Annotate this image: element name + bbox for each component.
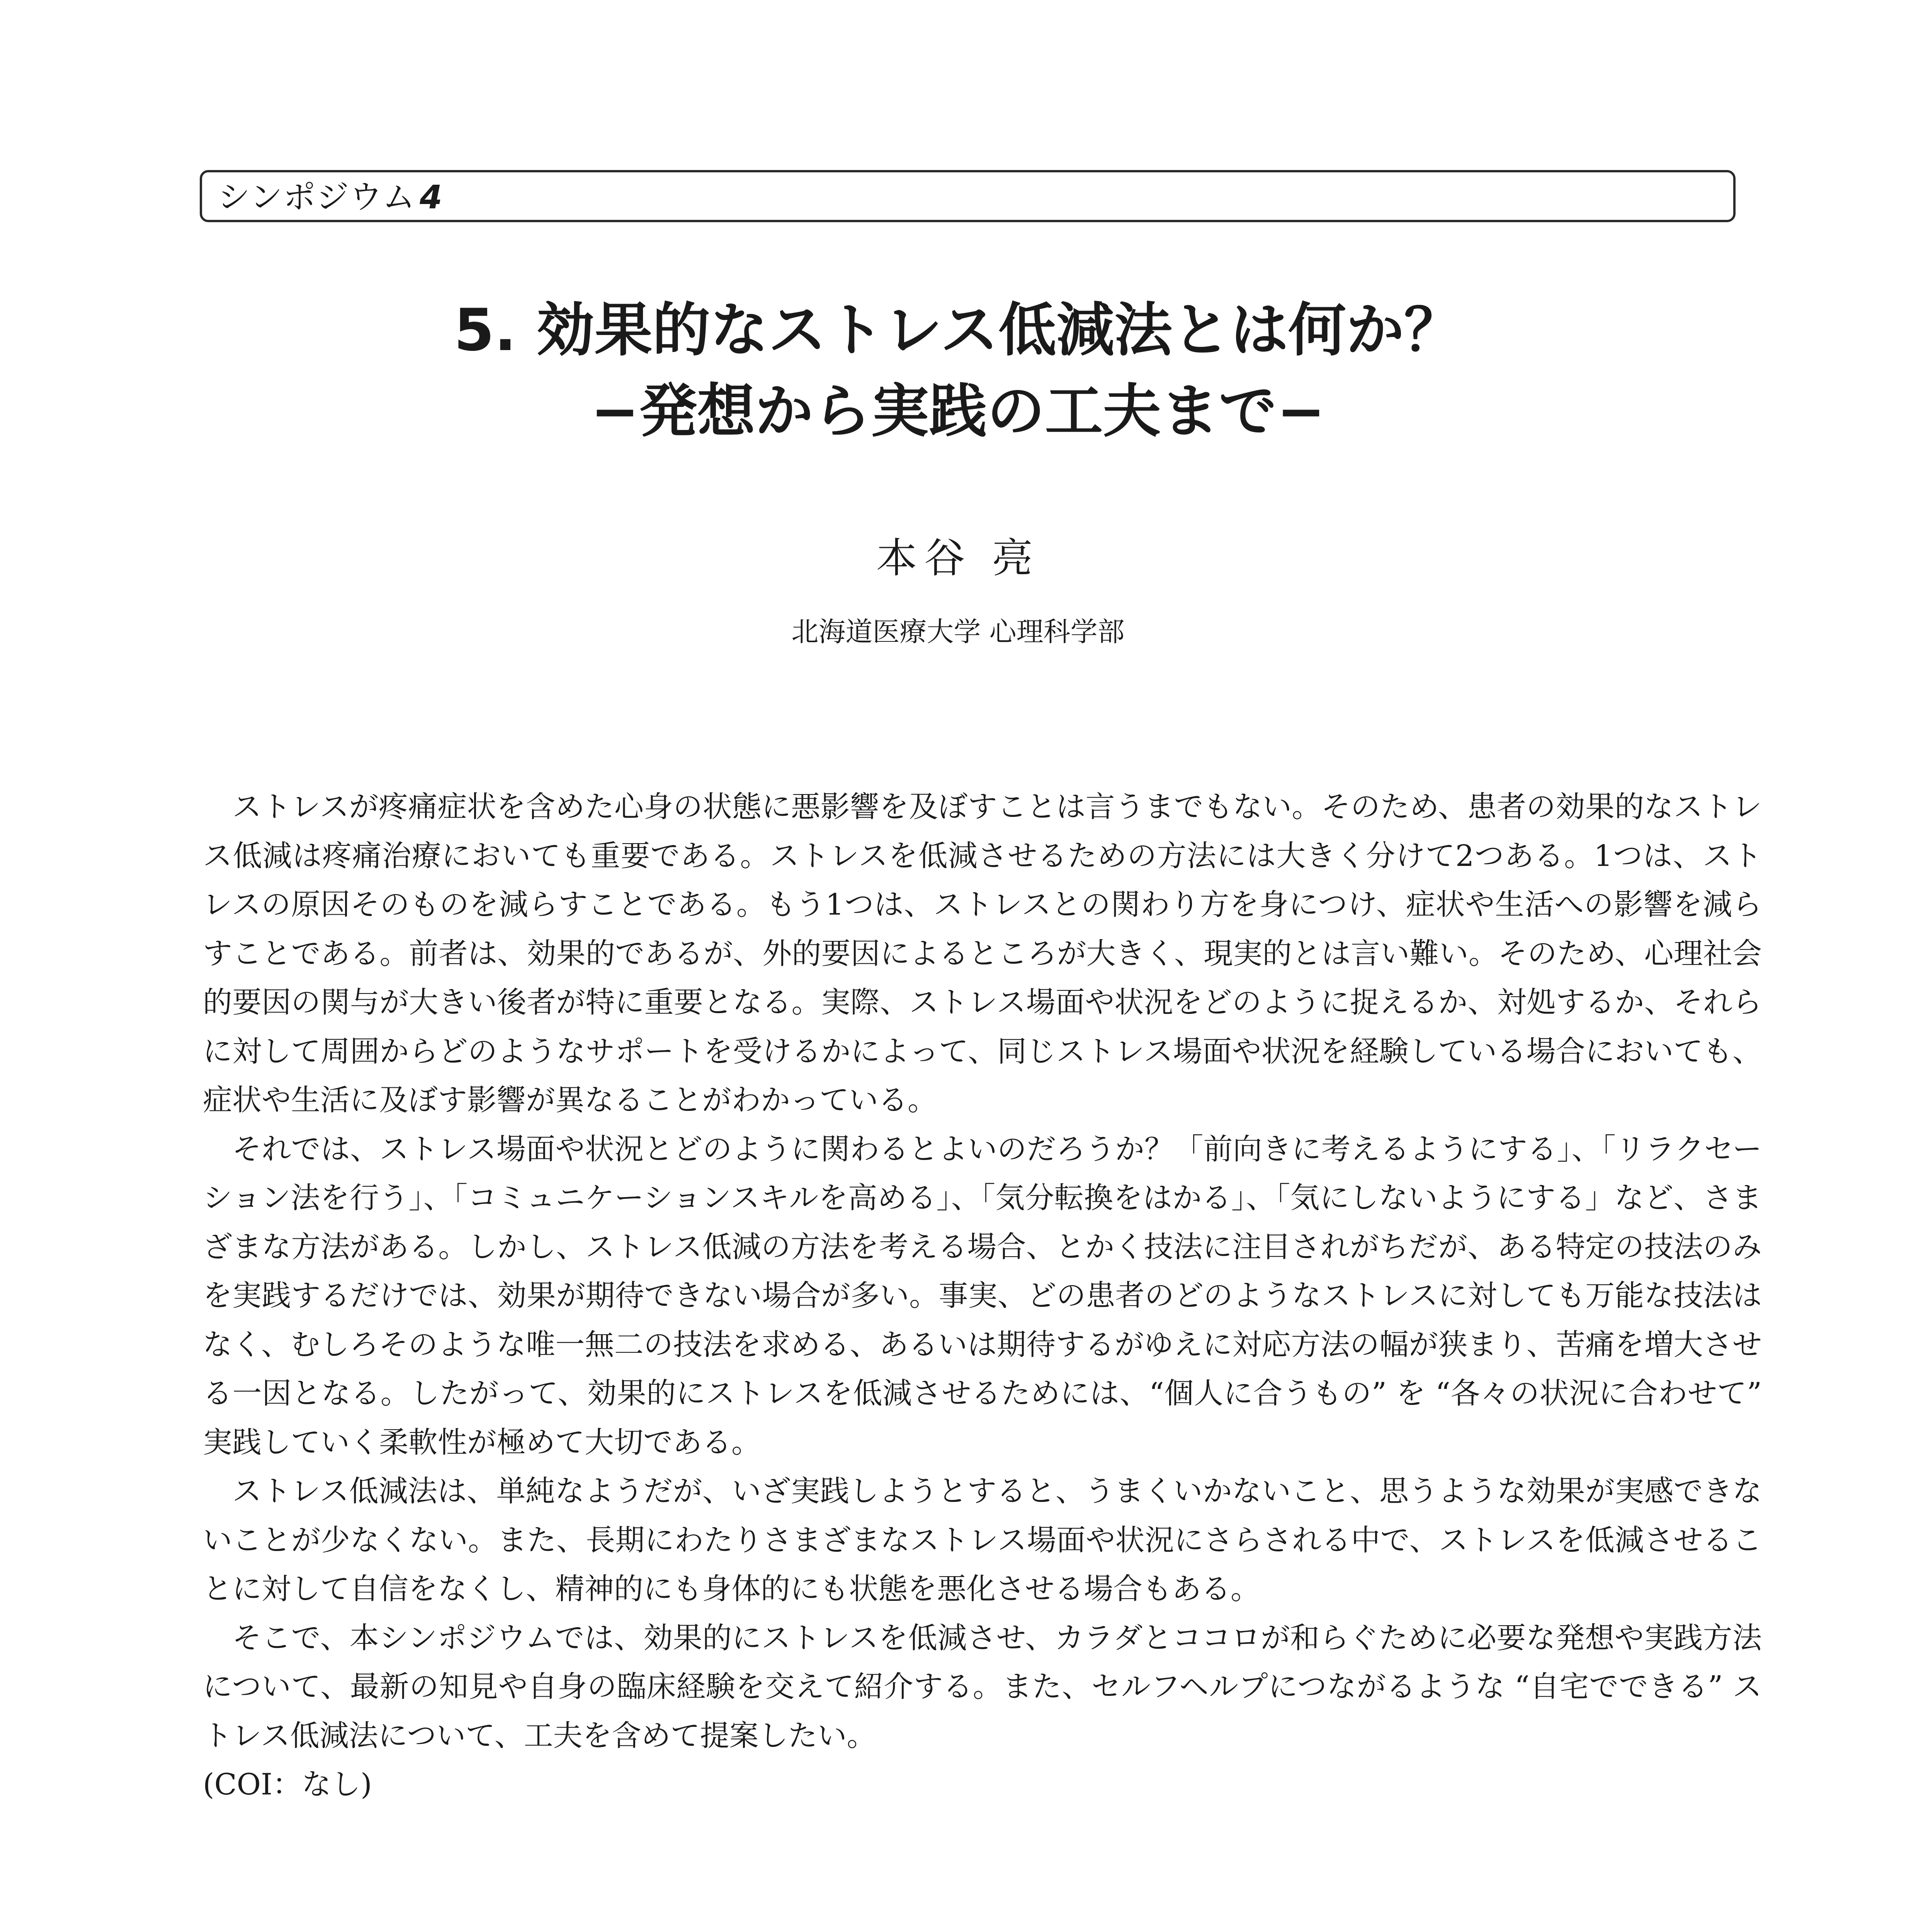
author-name: 本谷 亮 [876, 534, 1040, 582]
title-line-2: −発想から実践の工夫まで− [590, 378, 1326, 445]
coi-statement: (COI：なし) [203, 1767, 372, 1801]
abstract-body [203, 782, 1762, 1809]
section-label [218, 179, 442, 216]
author-affiliation: 北海道医療大学 心理科学部 [791, 616, 1125, 648]
body-paragraph-1: ストレスが疼痛症状を含めた心身の状態に悪影響を及ぼすことは言うまでもない。そのため、患者の効果的なストレス低減は疼痛治療においても重要である。ストレスを低減させるための方法には大きく分けて2つある。1つは、ストレスの原因そのものを減らすことである。もう1つは、ストレスとの関わり方を身につけ、症状や生活への影響を減らすことである。前者は、効果的であるが、外的要因によるところが大きく、現実的とは言い難い。そのため、心理社会的要因の関与が大きい後者が特に重要となる。実際、ストレス場面や状況をどのように捉えるか、対処するか、それらに対して周囲からどのようなサポートを受けるかによって、同じストレス場面や状況を経験している場合においても、症状や生活に及ぼす影響が異なることがわかっている。 [203, 789, 1762, 1117]
body-paragraph-3: ストレス低減法は、単純なようだが、いざ実践しようとすると、うまくいかないこと、思うような効果が実感できないことが少なくない。また、長期にわたりさまざまなストレス場面や状況にさらされる中で、ストレスを低減させることに対して自信をなくし、精神的にも身体的にも状態を悪化させる場合もある。 [203, 1474, 1762, 1606]
body-paragraph-2: それでは、ストレス場面や状況とどのように関わるとよいのだろうか？「前向きに考えるようにする」、「リラクセーション法を行う」、「コミュニケーションスキルを高める」、「気分転換をはかる」、「気にしないようにする」など、さまざまな方法がある。しかし、ストレス低減の方法を考える場合、とかく技法に注目されがちだが、ある特定の技法のみを実践するだけでは、効果が期待できない場合が多い。事実、どの患者のどのようなストレスに対しても万能な技法はなく、むしろそのような唯一無二の技法を求める、あるいは期待するがゆえに対応方法の幅が狭まり、苦痛を増大させる一因となる。したがって、効果的にストレスを低減させるためには、“個人に合うもの” を “各々の状況に合わせて” 実践していく柔軟性が極めて大切である。 [203, 1131, 1762, 1459]
body-paragraph-4: そこで、本シンポジウムでは、効果的にストレスを低減させ、カラダとココロが和らぐために必要な発想や実践方法について、最新の知見や自身の臨床経験を交えて紹介する。また、セルフヘルプにつながるような “自宅でできる” ストレス低減法について、工夫を含めて提案したい。 [203, 1620, 1762, 1753]
section-header-box [200, 170, 1736, 222]
section-label-text: シンポジウム [218, 178, 416, 216]
section-label-number: 4 [420, 178, 442, 216]
title-line-1: 5. 効果的なストレス低減法とは何か？ [454, 297, 1462, 364]
